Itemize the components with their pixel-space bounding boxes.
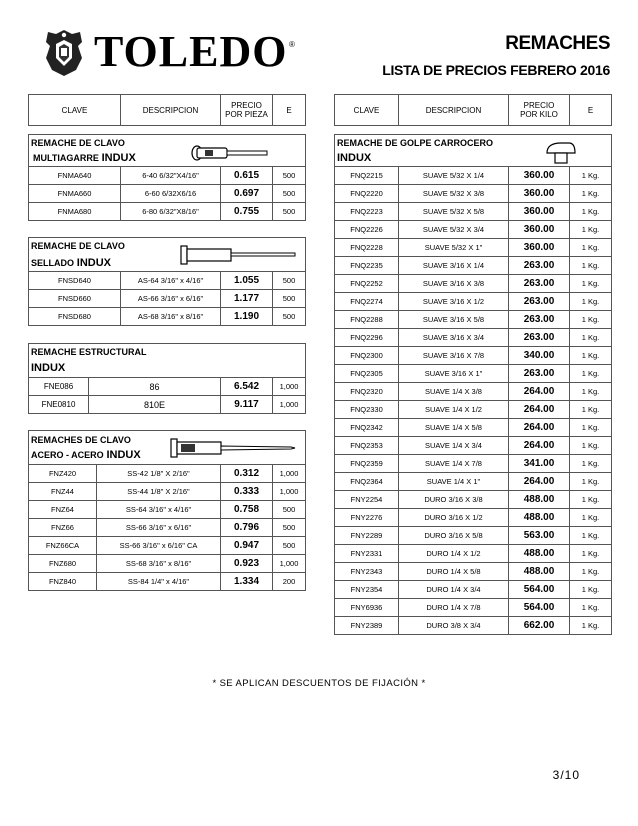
table-row — [335, 437, 612, 455]
col-header-e: E — [570, 95, 612, 126]
cell-precio: 263.00 — [509, 329, 570, 347]
cell-descripcion: 6-60 6/32X6/16 — [121, 185, 221, 203]
cell-clave: FNY2389 — [335, 617, 399, 635]
table-row — [29, 465, 306, 483]
cell-precio: 564.00 — [509, 581, 570, 599]
cell-descripcion: SS-64 3/16" x 4/16" — [97, 501, 221, 519]
table-row — [29, 290, 306, 308]
cell-clave: FNSD640 — [29, 272, 121, 290]
cell-precio: 360.00 — [509, 221, 570, 239]
cell-precio: 563.00 — [509, 527, 570, 545]
cell-descripcion: SUAVE 1/4 X 7/8 — [399, 455, 509, 473]
cell-empaque: 1 Kg. — [570, 365, 612, 383]
cell-precio: 488.00 — [509, 545, 570, 563]
cell-precio: 0.947 — [221, 537, 273, 555]
section-title: REMACHE DE CLAVO — [31, 241, 125, 251]
document-subtitle: LISTA DE PRECIOS FEBRERO 2016 — [382, 62, 610, 78]
cell-clave: FNY6936 — [335, 599, 399, 617]
table-acero-acero — [28, 464, 306, 591]
cell-precio: 263.00 — [509, 365, 570, 383]
cell-empaque: 1 Kg. — [570, 581, 612, 599]
cell-descripcion: SS-66 3/16" x 6/16" CA — [97, 537, 221, 555]
cell-clave: FNSD660 — [29, 290, 121, 308]
cell-descripcion: SUAVE 1/4 X 3/8 — [399, 383, 509, 401]
table-row — [335, 563, 612, 581]
cell-empaque: 1 Kg. — [570, 491, 612, 509]
cell-descripcion: DURO 3/16 X 3/8 — [399, 491, 509, 509]
cell-precio: 1.334 — [221, 573, 273, 591]
cell-empaque: 1 Kg. — [570, 221, 612, 239]
section-brand: INDUX — [31, 362, 66, 374]
cell-descripcion: SUAVE 1/4 X 1" — [399, 473, 509, 491]
table-row — [335, 167, 612, 185]
document-title: REMACHES — [505, 33, 610, 54]
cell-empaque: 500 — [273, 308, 306, 326]
cell-descripcion: DURO 3/16 X 1/2 — [399, 509, 509, 527]
cell-descripcion: SUAVE 3/16 X 3/8 — [399, 275, 509, 293]
section-title: REMACHE ESTRUCTURAL — [31, 347, 147, 357]
steel-rivet-icon — [169, 437, 299, 464]
cell-clave: FNQ2215 — [335, 167, 399, 185]
table-row — [29, 573, 306, 591]
cell-empaque: 200 — [273, 573, 306, 591]
cell-descripcion: SUAVE 5/32 X 3/8 — [399, 185, 509, 203]
cell-descripcion: SS-42 1/8" X 2/16" — [97, 465, 221, 483]
cell-precio: 264.00 — [509, 383, 570, 401]
col-header-descripcion: DESCRIPCION — [121, 95, 221, 126]
cell-empaque: 500 — [273, 272, 306, 290]
section-golpe-carrocero — [334, 134, 612, 167]
cell-clave: FNY2254 — [335, 491, 399, 509]
cell-clave: FNQ2359 — [335, 455, 399, 473]
cell-empaque: 500 — [273, 167, 306, 185]
cell-clave: FNZ840 — [29, 573, 97, 591]
cell-descripcion: SUAVE 3/16 X 3/4 — [399, 329, 509, 347]
cell-descripcion: 86 — [89, 378, 221, 396]
section-subtitle: ACERO - ACERO INDUX — [31, 449, 141, 461]
cell-descripcion: SS-44 1/8" X 2/16" — [97, 483, 221, 501]
cell-empaque: 1 Kg. — [570, 527, 612, 545]
table-row — [335, 365, 612, 383]
cell-empaque: 500 — [273, 501, 306, 519]
cell-precio: 488.00 — [509, 563, 570, 581]
cell-empaque: 500 — [273, 519, 306, 537]
cell-clave: FNMA640 — [29, 167, 121, 185]
right-header-table — [334, 94, 612, 126]
table-row — [29, 483, 306, 501]
cell-empaque: 1 Kg. — [570, 599, 612, 617]
cell-clave: FNZ420 — [29, 465, 97, 483]
table-row — [29, 378, 306, 396]
cell-precio: 264.00 — [509, 419, 570, 437]
cell-precio: 264.00 — [509, 401, 570, 419]
cell-precio: 564.00 — [509, 599, 570, 617]
cell-precio: 662.00 — [509, 617, 570, 635]
cell-empaque: 1,000 — [273, 465, 306, 483]
col-header-clave: CLAVE — [335, 95, 399, 126]
cell-descripcion: DURO 1/4 X 5/8 — [399, 563, 509, 581]
cell-empaque: 1 Kg. — [570, 401, 612, 419]
cell-empaque: 1 Kg. — [570, 275, 612, 293]
cell-empaque: 1 Kg. — [570, 383, 612, 401]
cell-precio: 1.190 — [221, 308, 273, 326]
cell-clave: FNQ2226 — [335, 221, 399, 239]
table-sellado — [28, 271, 306, 326]
col-header-descripcion: DESCRIPCION — [399, 95, 509, 126]
toledo-crest-icon — [42, 28, 86, 78]
cell-clave: FNQ2220 — [335, 185, 399, 203]
cell-precio: 360.00 — [509, 185, 570, 203]
cell-empaque: 1 Kg. — [570, 419, 612, 437]
cell-clave: FNQ2228 — [335, 239, 399, 257]
cell-descripcion: 810E — [89, 396, 221, 414]
col-header-precio: PRECIO POR PIEZA — [221, 95, 273, 126]
cell-clave: FNMA680 — [29, 203, 121, 221]
cell-empaque: 1,000 — [273, 555, 306, 573]
cell-precio: 0.755 — [221, 203, 273, 221]
section-acero-acero — [28, 430, 306, 465]
cell-clave: FNMA660 — [29, 185, 121, 203]
section-subtitle: MULTIAGARRE INDUX — [33, 152, 136, 164]
cell-precio: 0.923 — [221, 555, 273, 573]
cell-empaque: 1 Kg. — [570, 617, 612, 635]
cell-precio: 360.00 — [509, 239, 570, 257]
cell-descripcion: SUAVE 3/16 X 1" — [399, 365, 509, 383]
cell-empaque: 1 Kg. — [570, 545, 612, 563]
discount-note: * SE APLICAN DESCUENTOS DE FIJACIÓN * — [212, 678, 426, 689]
cell-clave: FNQ2235 — [335, 257, 399, 275]
table-row — [29, 537, 306, 555]
cell-precio: 1.177 — [221, 290, 273, 308]
left-header-table — [28, 94, 306, 126]
cell-empaque: 1 Kg. — [570, 293, 612, 311]
cell-clave: FNZ44 — [29, 483, 97, 501]
cell-empaque: 1 Kg. — [570, 203, 612, 221]
table-row — [335, 473, 612, 491]
table-row — [335, 257, 612, 275]
cell-empaque: 500 — [273, 290, 306, 308]
cell-precio: 263.00 — [509, 257, 570, 275]
cell-precio: 360.00 — [509, 167, 570, 185]
cell-descripcion: SS-66 3/16" x 6/16" — [97, 519, 221, 537]
table-row — [335, 221, 612, 239]
table-golpe-carrocero — [334, 166, 612, 635]
cell-clave: FNQ2353 — [335, 437, 399, 455]
cell-precio: 0.615 — [221, 167, 273, 185]
cell-descripcion: AS-64 3/16" x 4/16" — [121, 272, 221, 290]
table-row — [335, 329, 612, 347]
col-header-precio: PRECIO POR KILO — [509, 95, 570, 126]
cell-empaque: 1 Kg. — [570, 185, 612, 203]
sealed-rivet-icon — [179, 244, 299, 271]
cell-precio: 263.00 — [509, 275, 570, 293]
cell-empaque: 1 Kg. — [570, 437, 612, 455]
cell-empaque: 1 Kg. — [570, 329, 612, 347]
section-title: REMACHE DE CLAVO — [31, 138, 125, 148]
table-row — [29, 555, 306, 573]
table-estructural — [28, 377, 306, 414]
cell-clave: FNZ66CA — [29, 537, 97, 555]
cell-precio: 9.117 — [221, 396, 273, 414]
cell-empaque: 1 Kg. — [570, 563, 612, 581]
section-subtitle: SELLADO INDUX — [31, 257, 112, 269]
cell-clave: FNZ680 — [29, 555, 97, 573]
cell-clave: FNQ2252 — [335, 275, 399, 293]
table-row — [335, 275, 612, 293]
cell-descripcion: SUAVE 3/16 X 5/8 — [399, 311, 509, 329]
cell-descripcion: SUAVE 5/32 X 1" — [399, 239, 509, 257]
table-row — [335, 401, 612, 419]
table-row — [29, 185, 306, 203]
cell-clave: FNY2343 — [335, 563, 399, 581]
table-row — [335, 455, 612, 473]
cell-empaque: 1 Kg. — [570, 473, 612, 491]
cell-descripcion: SUAVE 1/4 X 1/2 — [399, 401, 509, 419]
table-row — [29, 501, 306, 519]
table-row — [29, 272, 306, 290]
cell-descripcion: DURO 3/8 X 3/4 — [399, 617, 509, 635]
cell-clave: FNQ2288 — [335, 311, 399, 329]
cell-precio: 340.00 — [509, 347, 570, 365]
cell-descripcion: SS-68 3/16" x 8/16" — [97, 555, 221, 573]
cell-empaque: 1 Kg. — [570, 347, 612, 365]
cell-empaque: 500 — [273, 203, 306, 221]
table-row — [29, 396, 306, 414]
cell-clave: FNQ2364 — [335, 473, 399, 491]
table-row — [335, 293, 612, 311]
cell-empaque: 1 Kg. — [570, 509, 612, 527]
cell-clave: FNQ2305 — [335, 365, 399, 383]
cell-descripcion: AS-66 3/16" x 6/16" — [121, 290, 221, 308]
cell-clave: FNQ2223 — [335, 203, 399, 221]
table-row — [335, 617, 612, 635]
cell-precio: 0.333 — [221, 483, 273, 501]
cell-descripcion: SUAVE 3/16 X 7/8 — [399, 347, 509, 365]
cell-precio: 1.055 — [221, 272, 273, 290]
cell-clave: FNQ2300 — [335, 347, 399, 365]
table-row — [335, 383, 612, 401]
table-row — [29, 167, 306, 185]
cell-clave: FNQ2320 — [335, 383, 399, 401]
cell-clave: FNY2276 — [335, 509, 399, 527]
cell-empaque: 1 Kg. — [570, 455, 612, 473]
cell-precio: 0.312 — [221, 465, 273, 483]
cell-empaque: 1,000 — [273, 483, 306, 501]
cell-clave: FNQ2342 — [335, 419, 399, 437]
section-multiagarre — [28, 134, 306, 167]
cell-descripcion: AS-68 3/16" x 8/16" — [121, 308, 221, 326]
cell-precio: 488.00 — [509, 491, 570, 509]
cell-empaque: 1,000 — [273, 396, 306, 414]
col-header-clave: CLAVE — [29, 95, 121, 126]
table-row — [29, 519, 306, 537]
table-row — [29, 308, 306, 326]
cell-clave: FNQ2330 — [335, 401, 399, 419]
cell-clave: FNZ66 — [29, 519, 97, 537]
table-row — [335, 491, 612, 509]
cell-clave: FNY2354 — [335, 581, 399, 599]
cell-empaque: 500 — [273, 537, 306, 555]
cell-descripcion: 6-40 6/32"X4/16" — [121, 167, 221, 185]
table-row — [335, 347, 612, 365]
cell-descripcion: SUAVE 3/16 X 1/2 — [399, 293, 509, 311]
page-number: 3/10 — [552, 768, 580, 782]
cell-descripcion: SUAVE 5/32 X 1/4 — [399, 167, 509, 185]
cell-clave: FNQ2274 — [335, 293, 399, 311]
cell-clave: FNQ2296 — [335, 329, 399, 347]
cell-descripcion: SUAVE 5/32 X 3/4 — [399, 221, 509, 239]
cell-descripcion: DURO 1/4 X 7/8 — [399, 599, 509, 617]
section-title: REMACHE DE GOLPE CARROCERO — [337, 138, 494, 148]
table-row — [335, 239, 612, 257]
cell-precio: 360.00 — [509, 203, 570, 221]
cell-descripcion: DURO 1/4 X 1/2 — [399, 545, 509, 563]
cell-descripcion: SUAVE 1/4 X 3/4 — [399, 437, 509, 455]
cell-clave: FNY2331 — [335, 545, 399, 563]
cell-empaque: 1,000 — [273, 378, 306, 396]
cell-precio: 0.697 — [221, 185, 273, 203]
cell-descripcion: SS-84 1/4" x 4/16" — [97, 573, 221, 591]
cell-clave: FNY2289 — [335, 527, 399, 545]
logo-text: TOLEDO — [94, 27, 288, 76]
cell-precio: 0.758 — [221, 501, 273, 519]
cell-descripcion: DURO 3/16 X 5/8 — [399, 527, 509, 545]
cell-descripcion: 6-80 6/32"X8/16" — [121, 203, 221, 221]
cell-precio: 264.00 — [509, 437, 570, 455]
cell-precio: 341.00 — [509, 455, 570, 473]
cell-precio: 6.542 — [221, 378, 273, 396]
table-row — [335, 311, 612, 329]
cell-clave: FNE086 — [29, 378, 89, 396]
cell-descripcion: SUAVE 3/16 X 1/4 — [399, 257, 509, 275]
table-row — [335, 203, 612, 221]
section-estructural — [28, 343, 306, 378]
section-sellado — [28, 237, 306, 272]
cell-empaque: 500 — [273, 185, 306, 203]
table-row — [335, 185, 612, 203]
cell-clave: FNZ64 — [29, 501, 97, 519]
cell-descripcion: SUAVE 1/4 X 5/8 — [399, 419, 509, 437]
cell-descripcion: SUAVE 5/32 X 5/8 — [399, 203, 509, 221]
cell-empaque: 1 Kg. — [570, 311, 612, 329]
section-title: REMACHES DE CLAVO — [31, 435, 131, 445]
cell-precio: 0.796 — [221, 519, 273, 537]
cell-precio: 263.00 — [509, 311, 570, 329]
section-brand: INDUX — [337, 152, 372, 164]
table-row — [29, 203, 306, 221]
cell-descripcion: DURO 1/4 X 3/4 — [399, 581, 509, 599]
table-row — [335, 599, 612, 617]
cell-precio: 263.00 — [509, 293, 570, 311]
cell-empaque: 1 Kg. — [570, 167, 612, 185]
cell-precio: 488.00 — [509, 509, 570, 527]
table-row — [335, 419, 612, 437]
table-row — [335, 527, 612, 545]
table-multiagarre — [28, 166, 306, 221]
col-header-e: E — [273, 95, 306, 126]
table-row — [335, 545, 612, 563]
table-row — [335, 509, 612, 527]
registered-mark: ® — [289, 40, 295, 49]
cell-empaque: 1 Kg. — [570, 239, 612, 257]
cell-precio: 264.00 — [509, 473, 570, 491]
cell-clave: FNSD680 — [29, 308, 121, 326]
cell-clave: FNE0810 — [29, 396, 89, 414]
cell-empaque: 1 Kg. — [570, 257, 612, 275]
table-row — [335, 581, 612, 599]
